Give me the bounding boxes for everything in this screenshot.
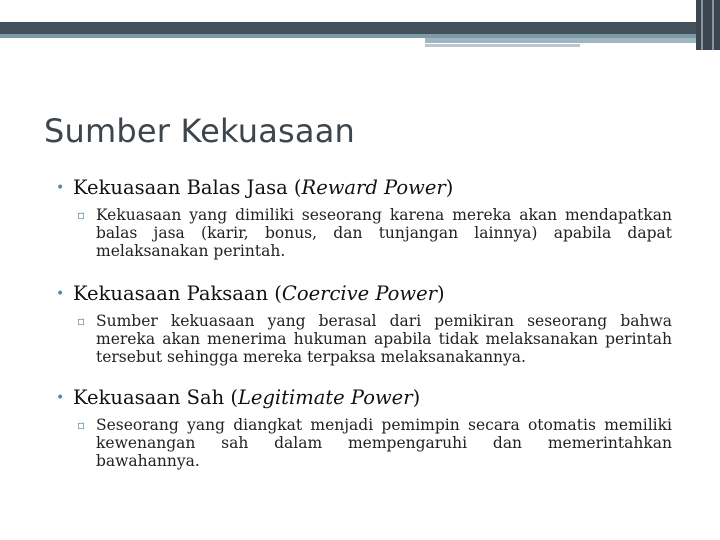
sub-bullet-text: Kekuasaan yang dimiliki seseorang karena mereka akan mendapatkan balas jasa (karir, bonus, dan tunjangan lainnya) apabila dapat melaksanakan perintah. <box>96 206 672 260</box>
heading-suffix: ) <box>436 282 445 305</box>
header-corner-line <box>701 0 703 50</box>
sub-bullet <box>56 312 672 366</box>
heading-text: Kekuasaan Paksaan ( <box>73 282 282 305</box>
bullet-heading <box>56 386 672 410</box>
bullet-heading <box>56 176 672 200</box>
header-corner-block <box>696 0 720 50</box>
heading-suffix: ) <box>412 386 421 409</box>
bullet-group-legitimate <box>56 386 672 470</box>
slide-title: Sumber Kekuasaan <box>44 112 355 150</box>
header-accent-line <box>425 44 580 47</box>
heading-italic: Legitimate Power <box>237 386 413 409</box>
sub-bullet-icon: ▫ <box>77 314 86 328</box>
bullet-icon: • <box>56 180 65 196</box>
heading-italic: Reward Power <box>301 176 446 199</box>
bullet-icon: • <box>56 286 65 302</box>
sub-bullet-text: Sumber kekuasaan yang berasal dari pemikiran seseorang bahwa mereka akan menerima hukuman apabila tidak melaksanakan perintah tersebut sehingga mereka terpaksa melaksanakannya. <box>96 312 672 366</box>
header-dark-bar <box>0 22 696 34</box>
heading-text: Kekuasaan Sah ( <box>73 386 238 409</box>
header-corner-line <box>712 0 714 50</box>
header-teal-strip <box>425 38 696 43</box>
bullet-group-reward <box>56 176 672 260</box>
slide-content <box>56 176 672 490</box>
heading-suffix: ) <box>445 176 454 199</box>
sub-bullet-text: Seseorang yang diangkat menjadi pemimpin secara otomatis memiliki kewenangan sah dalam mempengaruhi dan memerintahkan bawahannya. <box>96 416 672 470</box>
heading-italic: Coercive Power <box>281 282 437 305</box>
sub-bullet-icon: ▫ <box>77 418 86 432</box>
sub-bullet <box>56 206 672 260</box>
bullet-group-coercive <box>56 282 672 366</box>
heading-text: Kekuasaan Balas Jasa ( <box>73 176 302 199</box>
sub-bullet-icon: ▫ <box>77 208 86 222</box>
bullet-heading <box>56 282 672 306</box>
sub-bullet <box>56 416 672 470</box>
bullet-icon: • <box>56 390 65 406</box>
